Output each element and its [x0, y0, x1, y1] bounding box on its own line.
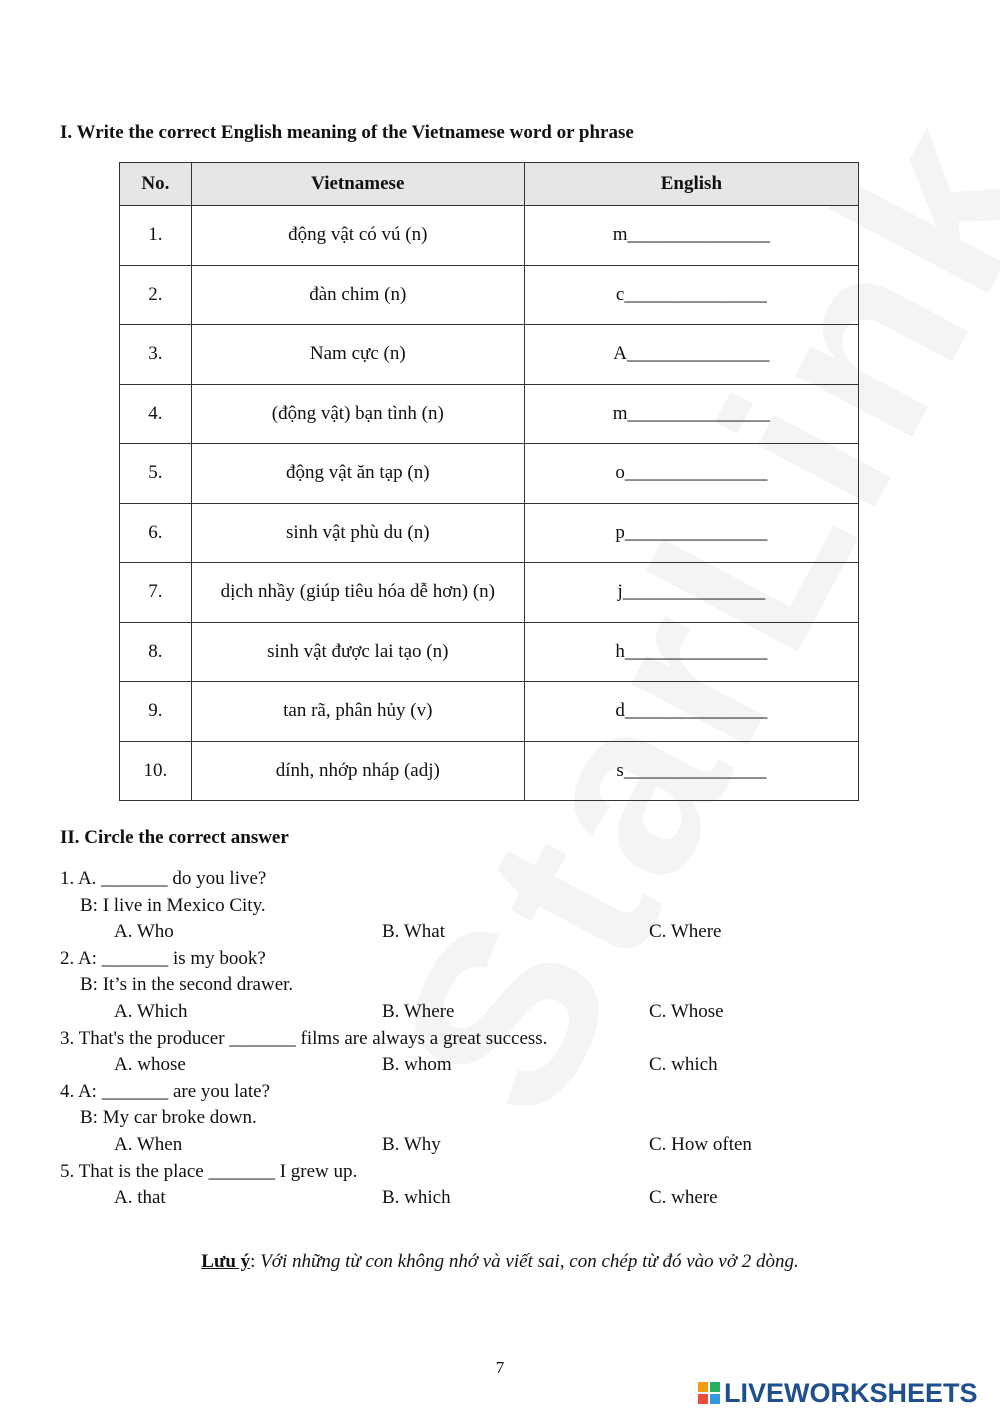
- logo-block: [698, 1382, 708, 1392]
- english-answer-blank[interactable]: [524, 563, 858, 623]
- english-answer-blank[interactable]: [524, 622, 858, 682]
- option-c[interactable]: C. Where: [649, 921, 722, 943]
- logo-block: [710, 1382, 720, 1392]
- section-1-title: I. Write the correct English meaning of the Vietnamese word or phrase: [60, 122, 634, 143]
- vietnamese-term: tan rã, phân hủy (v): [191, 682, 524, 742]
- english-hint: j_______________: [617, 581, 766, 603]
- question-3-options: [60, 1052, 940, 1079]
- question-2-prompt: 2. A: _______ is my book?: [60, 947, 266, 969]
- question-4-response: B: My car broke down.: [80, 1107, 257, 1129]
- option-b[interactable]: B. Where: [382, 1000, 455, 1022]
- logo-block: [710, 1394, 720, 1404]
- vietnamese-term: động vật ăn tạp (n): [191, 444, 524, 504]
- option-c[interactable]: C. where: [649, 1187, 718, 1209]
- vietnamese-term: (động vật) bạn tình (n): [191, 384, 524, 444]
- vietnamese-term: Nam cực (n): [191, 325, 524, 385]
- option-a[interactable]: A. Which: [114, 1000, 188, 1022]
- table-header-row: [120, 163, 859, 206]
- english-answer-blank[interactable]: [524, 503, 858, 563]
- brand-name: LIVEWORKSHEETS: [724, 1377, 978, 1408]
- vietnamese-term: sinh vật được lai tạo (n): [191, 622, 524, 682]
- option-b[interactable]: B. Why: [382, 1133, 441, 1155]
- table-row: [120, 206, 859, 266]
- question-1-prompt: 1. A. _______ do you live?: [60, 868, 267, 889]
- vietnamese-term: đàn chim (n): [191, 265, 524, 325]
- question-5-options: [60, 1185, 940, 1212]
- english-hint: c_______________: [615, 283, 767, 305]
- english-answer-blank[interactable]: [524, 444, 858, 504]
- vietnamese-term: sinh vật phù du (n): [191, 503, 524, 563]
- option-c[interactable]: C. Whose: [649, 1000, 724, 1022]
- table-row: [120, 384, 859, 444]
- row-number: 8.: [120, 622, 192, 682]
- note-label: Lưu ý: [201, 1251, 251, 1272]
- vietnamese-term: dính, nhớp nháp (adj): [191, 741, 524, 801]
- option-a[interactable]: A. that: [114, 1187, 166, 1209]
- table-row: [120, 325, 859, 385]
- option-c[interactable]: C. which: [649, 1054, 718, 1076]
- header-english: English: [524, 163, 858, 206]
- english-hint: d_______________: [615, 700, 768, 722]
- option-b[interactable]: B. whom: [382, 1054, 452, 1076]
- liveworksheets-logo: [698, 1378, 978, 1408]
- table-row: [120, 503, 859, 563]
- row-number: 10.: [120, 741, 192, 801]
- vocabulary-table: [119, 162, 859, 801]
- english-answer-blank[interactable]: [524, 325, 858, 385]
- english-hint: s_______________: [616, 759, 767, 781]
- english-hint: p_______________: [615, 521, 768, 543]
- option-a[interactable]: A. When: [114, 1133, 183, 1155]
- table-row: [120, 682, 859, 742]
- note: [0, 1251, 1000, 1273]
- row-number: 7.: [120, 563, 192, 623]
- question-1-response: B: I live in Mexico City.: [80, 894, 266, 916]
- english-answer-blank[interactable]: [524, 741, 858, 801]
- row-number: 3.: [120, 325, 192, 385]
- logo-blocks-icon: [698, 1382, 720, 1404]
- row-number: 9.: [120, 682, 192, 742]
- vietnamese-term: động vật có vú (n): [191, 206, 524, 266]
- table-row: [120, 563, 859, 623]
- page-number: 7: [495, 1358, 505, 1377]
- row-number: 6.: [120, 503, 192, 563]
- english-answer-blank[interactable]: [524, 384, 858, 444]
- question-1-options: [60, 919, 940, 946]
- english-hint: m_______________: [612, 224, 771, 246]
- english-answer-blank[interactable]: [524, 265, 858, 325]
- question-5-prompt: 5. That is the place _______ I grew up.: [60, 1160, 358, 1182]
- table-row: [120, 741, 859, 801]
- english-answer-blank[interactable]: [524, 206, 858, 266]
- question-3-prompt: 3. That's the producer _______ films are always a great success.: [60, 1027, 548, 1049]
- table-row: [120, 622, 859, 682]
- vietnamese-term: dịch nhầy (giúp tiêu hóa dễ hơn) (n): [191, 563, 524, 623]
- question-4-prompt: 4. A: _______ are you late?: [60, 1080, 271, 1102]
- option-c[interactable]: C. How often: [649, 1133, 752, 1155]
- english-answer-blank[interactable]: [524, 682, 858, 742]
- row-number: 4.: [120, 384, 192, 444]
- row-number: 5.: [120, 444, 192, 504]
- row-number: 1.: [120, 206, 192, 266]
- english-hint: A_______________: [613, 343, 770, 365]
- english-hint: o_______________: [615, 462, 768, 484]
- note-text: Với những từ con không nhớ và viết sai, con chép từ đó vào vở 2 dòng.: [260, 1251, 799, 1272]
- option-a[interactable]: A. whose: [114, 1054, 186, 1076]
- english-hint: m_______________: [612, 402, 771, 424]
- header-no: No.: [120, 163, 192, 206]
- question-4-options: [60, 1132, 940, 1159]
- option-a[interactable]: A. Who: [114, 921, 174, 943]
- option-b[interactable]: B. What: [382, 921, 445, 943]
- header-vietnamese: Vietnamese: [191, 163, 524, 206]
- note-colon: :: [250, 1251, 261, 1272]
- table-row: [120, 444, 859, 504]
- option-b[interactable]: B. which: [382, 1187, 451, 1209]
- logo-block: [698, 1394, 708, 1404]
- row-number: 2.: [120, 265, 192, 325]
- english-hint: h_______________: [615, 640, 768, 662]
- section-2-title: II. Circle the correct answer: [60, 827, 289, 848]
- table-row: [120, 265, 859, 325]
- question-2-response: B: It’s in the second drawer.: [80, 974, 294, 996]
- question-2-options: [60, 999, 940, 1026]
- question-list: [60, 866, 940, 1212]
